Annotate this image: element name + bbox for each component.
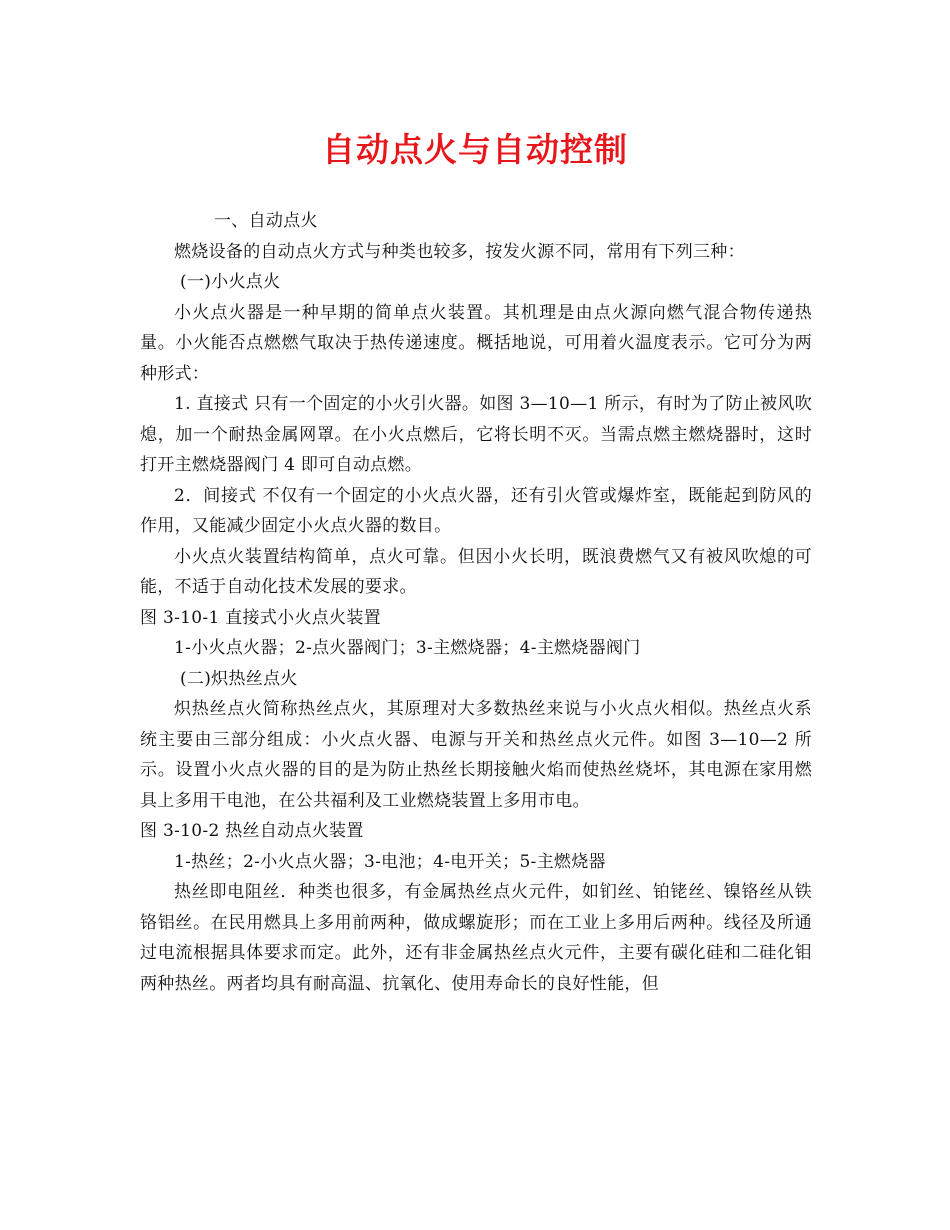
paragraph: 燃烧设备的自动点火方式与种类也较多，按发火源不同，常用有下列三种： <box>174 241 745 262</box>
figure-legend: 1-热丝；2-小火点火器；3-电池；4-电开关；5-主燃烧器 <box>174 851 606 872</box>
document-body <box>140 206 812 999</box>
figure-caption: 图 3-10-1 直接式小火点火装置 <box>140 607 381 628</box>
paragraph: 热丝即电阻丝．种类也很多，有金属热丝点火元件，如钔丝、铂铑丝、镍铬丝从铁铬铝丝。在民用燃具上多用前两种，做成螺旋形；而在工业上多用后两种。线径及所通过电流根据具体要求而定。此外，还有非金属热丝点火元件，主要有碳化硅和二硅化钼两种热丝。两者均具有耐高温、抗氧化、使用寿命长的良好性能，但 <box>140 882 812 994</box>
paragraph: 2．间接式 不仅有一个固定的小火点火器，还有引火管或爆炸室，既能起到防风的作用，又能减少固定小火点火器的数目。 <box>140 485 812 536</box>
figure-legend: 1-小火点火器；2-点火器阀门；3-主燃烧器；4-主燃烧器阀门 <box>174 638 641 658</box>
paragraph: 1. 直接式 只有一个固定的小火引火器。如图 3—10—1 所示，有时为了防止被风吹熄，加一个耐热金属网罩。在小火点燃后，它将长明不灭。当需点燃主燃烧器时，这时打开主燃烧器阀门 4 即可自动点燃。 <box>140 394 812 475</box>
paragraph: 炽热丝点火简称热丝点火，其原理对大多数热丝来说与小火点火相似。热丝点火系统主要由三部分组成：小火点火器、电源与开关和热丝点火元件。如图 3—10—2 所示。设置小火点火器的目的是为防止热丝长期接触火焰而使热丝烧坏，其电源在家用燃具上多用干电池，在公共福利及工业燃烧装置上多用市电。 <box>140 699 812 811</box>
figure-caption: 图 3-10-2 热丝自动点火装置 <box>140 821 364 841</box>
subsection-heading: (二)炽热丝点火 <box>180 668 298 689</box>
paragraph: 小火点火装置结构简单，点火可靠。但因小火长明，既浪费燃气又有被风吹熄的可能，不适于自动化技术发展的要求。 <box>140 546 812 597</box>
section-heading: 一、自动点火 <box>214 211 318 231</box>
paragraph: 小火点火器是一种早期的简单点火装置。其机理是由点火源向燃气混合物传递热量。小火能否点燃燃气取决于热传递速度。概括地说，可用着火温度表示。它可分为两种形式： <box>140 302 812 384</box>
subsection-heading: (一)小火点火 <box>180 272 281 292</box>
document-title: 自动点火与自动控制 <box>322 130 628 169</box>
